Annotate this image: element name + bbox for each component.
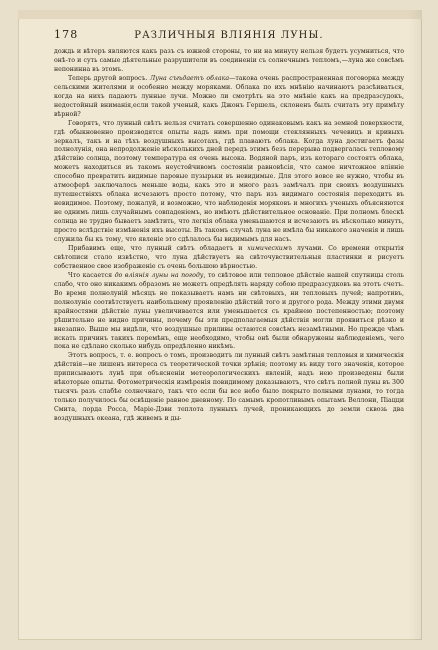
page-header (54, 28, 404, 41)
running-head: РАЗЛИЧНЫЯ ВЛІЯНІЯ ЛУНЫ. (134, 30, 324, 41)
paragraph-4-text-b: лучами. Со времени открытія свѣтописи стало извѣстно, что луна дѣйствуетъ на свѣточувствительныя пластинки и рисуетъ собственное свое изображеніе съ очень большою вѣрностью. (54, 244, 404, 270)
page-gutter-shadow (408, 10, 422, 640)
paragraph-1-text: дождь и вѣтеръ являются какъ разъ съ южной стороны, то ни на минуту нельзя будетъ усумниться, что онѣ-то и суть самые дѣятельные разрушители въ соединеніи съ солнечнымъ тепломъ,—луна же совсѣмъ непонинна въ этомъ. (54, 48, 404, 73)
paragraph-6-text: Этотъ вопросъ, т. е. вопросъ о томъ, производитъ ли лунный свѣтъ замѣтныя тепловыя и химическія дѣйствія—не лишенъ интереса съ теоретической точки зрѣнія; поэтому въ виду того значенія, которое приписываютъ лунѣ при объясненіи метеорологическихъ явленій, надъ нею произведены были нѣкоторые опыты. Фотометрическія измѣренія повидимому доказываютъ, что свѣтъ полной луны въ 300 тысячъ разъ слабѣе солнечнаго, такъ что если бы все небо было покрыто полными лунами, то тогда только получилось бы освѣщеніе равное дневному. По самымъ кропотливымъ опытамъ Веллони, Піацци Смита, лорда Росса, Марiе-Дэви теплота лунныхъ лучей, проникающихъ до земли сквозь два воздушныхъ океана, гдѣ живемъ и ды- (54, 352, 404, 423)
paragraph-2-italic-saying: Луна съѣдаетъ облака (150, 74, 230, 82)
paragraph-3-text: Говорятъ, что лунный свѣтъ нельзя считать совершенно одинаковымъ какъ на земной поверхности, гдѣ обыкновенно производятся опыты надъ нимъ при помощи стеклянныхъ чечевицъ и кривыхъ зеркалъ, такъ и на тѣхъ воздушныхъ высотахъ, гдѣ плаваютъ облака. Когда луна достигаетъ фазы полнолунія, она непродолженіе нѣсколькихъ дней передъ этимъ безъ перерыва подвергалась тепловому дѣйствію солнца, поэтому температура ея очень высока. Водяной паръ, изъ котораго состоятъ облака, можетъ находиться въ такомъ неустойчивомъ состояніи равновѣсія, что самое ничтожное вліяніе способно превратить видимые паровые пузырьки въ невидимые. Для этого вовсе не нужно, чтобы въ атмосферѣ заключалось меньше воды, какъ это и много разъ замѣчалъ при своихъ воздушныхъ путешествіяхъ облака исчезаютъ просто потому, что паръ изъ видимаго состоянія переходитъ въ невидимое. Поэтому, пожалуй, и возможно, что наблюденія моряковъ и многихъ ученыхъ объясняются не однимъ лишь случайнымъ совпаденіемъ, но имѣютъ дѣйствительное основаніе. При полномъ блескѣ солнца не трудно бываетъ замѣтить, что легкія облака уменьшаются и исчезаютъ въ нѣсколько минутъ, просто вслѣдствіе измѣненія ихъ высоты. Въ такомъ случаѣ луна не имѣла бы никакого значенія и лишь служила бы къ тому, что явленіе это сдѣлалось бы видимымъ для насъ. (54, 119, 404, 244)
paragraph-5-text-a: Что касается (68, 271, 115, 279)
paragraph-2-text-a: Теперь другой вопросъ. (68, 74, 151, 82)
paragraph-4-italic-term: химическимъ (247, 244, 293, 252)
paragraph-3 (54, 120, 404, 245)
paragraph-5 (54, 272, 404, 353)
book-page (18, 10, 422, 640)
page-body (54, 48, 404, 424)
page-top-edge (18, 10, 422, 19)
paragraph-6 (54, 352, 404, 424)
paragraph-4 (54, 245, 404, 272)
page-content (54, 28, 404, 424)
paragraph-1 (54, 48, 404, 75)
paragraph-5-text-b: , то свѣтовое или тепловое дѣйствіе нашей спутницы столь слабо, что оно никакимъ образомъ не можетъ опредѣлять наряду собою предразсудковъ на этотъ счетъ. Во время полнолуній мѣсяцъ не показываетъ намъ ни свѣтовыхъ, ни тепловыхъ лучей; напротивъ, полнолуніе соотвѣтствуетъ наибольшему проявленію дѣйствій того и другого рода. Между этими двумя крайностями дѣйствіе луны увеличивается или уменьшается съ крайнею постепенностью; поэтому рѣшительно не видно причины, почему бы эти предполагаемыя дѣйствія могли проявиться рѣзко и внезапно. Выше мы видѣли, что воздушные приливы остаются совсѣмъ незамѣтными. Но прежде чѣмъ искать причинъ такихъ перемѣнъ, еще необходимо, чтобы онѣ были обнаружены наблюденіемъ, чего пока не сдѣлано сколько нибудь опредѣленно никѣмъ. (54, 271, 405, 351)
paragraph-5-italic-phrase: до вліянія луны на погоду (114, 271, 204, 279)
paragraph-2-text-b: —такова очень распространенная поговорка между сельскими жителями и особенно между моряками. Облака по ихъ мнѣнію начинаютъ разсѣиваться, когда на нихъ падаютъ лунные лучи. Можно ли смотрѣть на это мнѣніе какъ на предразсудокъ, недостойный вниманія,если такой ученый, какъ Джонъ Гершель, склоненъ былъ считать эту примѣту вѣрной? (54, 74, 404, 118)
paragraph-4-text-a: Прибавимъ еще, что лунный свѣтъ обладаетъ и (68, 244, 248, 252)
page-number: 178 (54, 28, 79, 41)
paragraph-2 (54, 75, 404, 120)
